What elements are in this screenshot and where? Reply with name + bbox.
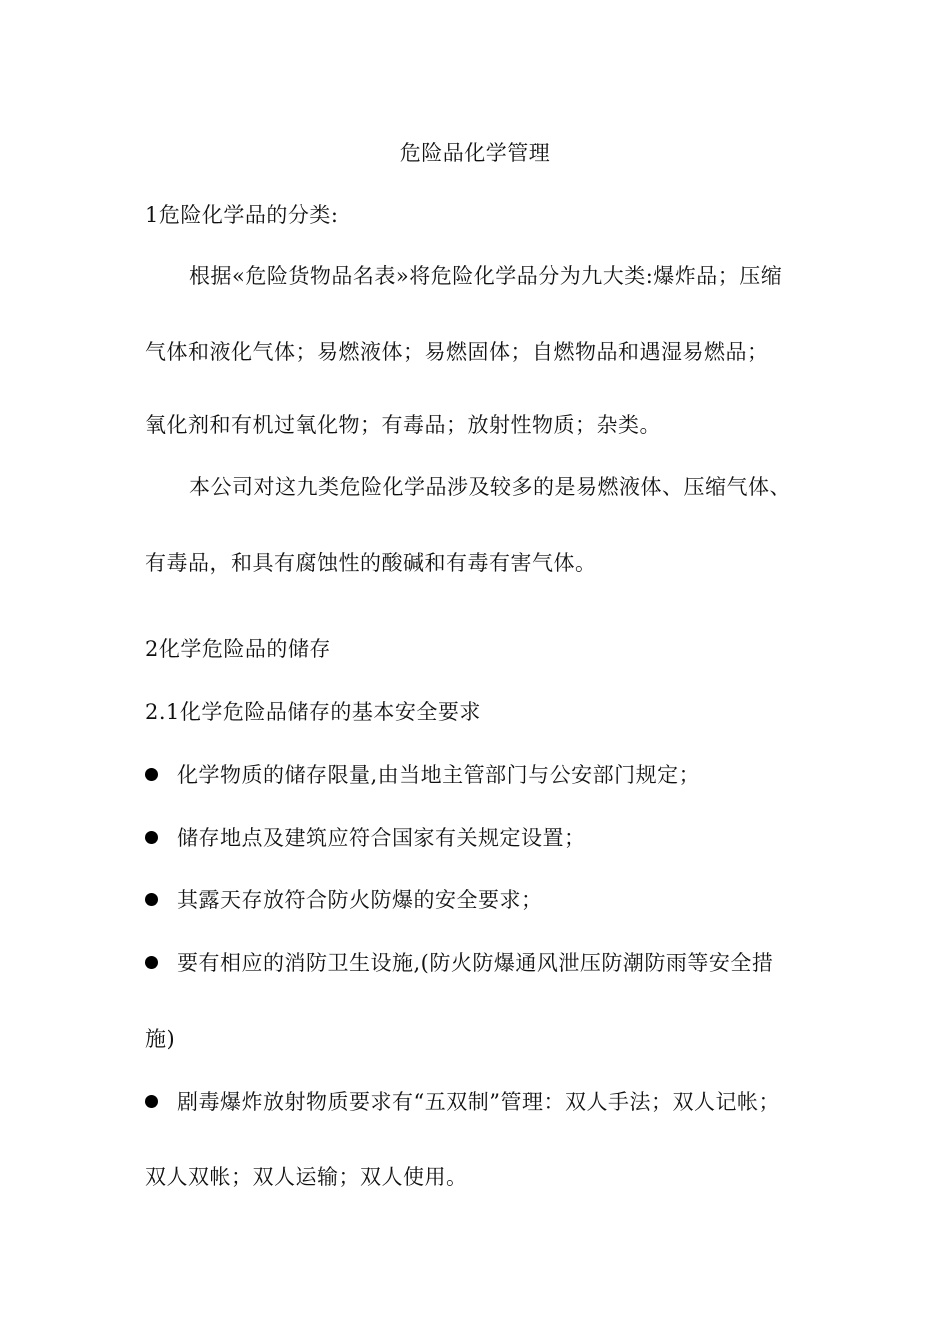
bullet-text: 要有相应的消防卫生设施,(防火防爆通风泄压防潮防雨等安全措: [177, 951, 774, 975]
bullet-continuation: 双人双帐；双人运输；双人使用。: [145, 1165, 468, 1189]
bullet-item: [145, 1088, 780, 1116]
bullet-item: [145, 949, 773, 977]
bullet-text: 剧毒爆炸放射物质要求有“五双制”管理：双人手法；双人记帐；: [177, 1090, 780, 1114]
section-1-heading: 1危险化学品的分类:: [145, 203, 339, 227]
bullet-item: [145, 761, 700, 789]
bullet-item: [145, 886, 543, 914]
bullet-dot-icon: [145, 956, 158, 969]
bullet-text: 储存地点及建筑应符合国家有关规定设置；: [177, 826, 586, 850]
paragraph-2-line-2: 有毒品，和具有腐蚀性的酸碱和有毒有害气体。: [145, 551, 597, 575]
paragraph-1-line-1: 根据«危险货物品名表»将危险化学品分为九大类:爆炸品；压缩: [189, 264, 783, 288]
paragraph-1-line-3: 氧化剂和有机过氧化物；有毒品；放射性物质；杂类。: [145, 413, 661, 437]
bullet-dot-icon: [145, 1095, 158, 1108]
section-2-heading: 2化学危险品的储存: [145, 637, 331, 661]
bullet-continuation: 施): [145, 1027, 176, 1051]
paragraph-2-line-1: 本公司对这九类危险化学品涉及较多的是易燃液体、压缩气体、: [189, 475, 791, 499]
document-title: 危险品化学管理: [399, 141, 551, 165]
bullet-text: 其露天存放符合防火防爆的安全要求；: [177, 888, 543, 912]
bullet-dot-icon: [145, 893, 158, 906]
bullet-dot-icon: [145, 768, 158, 781]
bullet-text: 化学物质的储存限量,由当地主管部门与公安部门规定；: [177, 763, 701, 787]
bullet-item: [145, 824, 586, 852]
section-2-1-heading: 2.1化学危险品储存的基本安全要求: [145, 700, 481, 724]
bullet-dot-icon: [145, 831, 158, 844]
paragraph-1-line-2: 气体和液化气体；易燃液体；易燃固体；自燃物品和遇湿易燃品；: [145, 340, 769, 364]
